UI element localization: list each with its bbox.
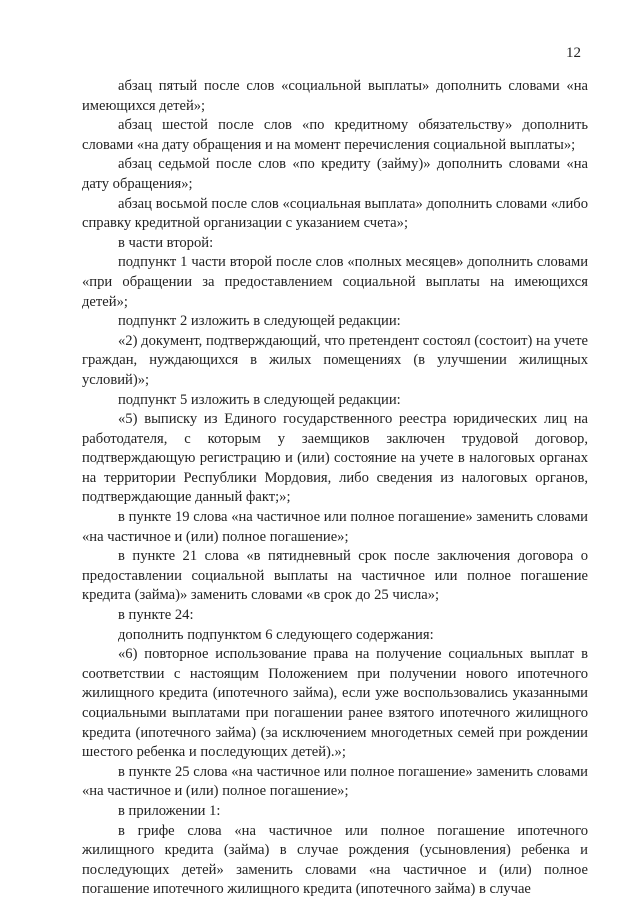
paragraph: в пункте 25 слова «на частичное или полное погашение» заменить словами «на частичное и (или) полное погашение»; xyxy=(82,763,588,800)
paragraph: подпункт 2 изложить в следующей редакции: xyxy=(118,313,401,330)
page-number: 12 xyxy=(566,45,581,61)
paragraph: подпункт 5 изложить в следующей редакции: xyxy=(118,391,401,408)
paragraph: в приложении 1: xyxy=(118,802,221,819)
paragraph: «6) повторное использование права на получение социальных выплат в соответствии с настоящим Положением при получении нового ипотечного жилищного кредита (ипотечного займа), если уже воспользовались указанными социальными выплатами при погашении ранее взятого ипотечного жилищного кредита (ипотечного займа) (за исключением многодетных семей при рождении шестого ребенка и последующих детей).»; xyxy=(82,646,588,761)
paragraph: абзац пятый после слов «социальной выплаты» дополнить словами «на имеющихся детей»; xyxy=(82,78,588,114)
paragraph: подпункт 1 части второй после слов «полных месяцев» дополнить словами «при обращении за предоставлением социальной выплаты на имеющихся детей»; xyxy=(82,254,588,310)
paragraph: абзац седьмой после слов «по кредиту (займу)» дополнить словами «на дату обращения»; xyxy=(82,156,588,192)
paragraph: дополнить подпунктом 6 следующего содержания: xyxy=(118,626,434,643)
paragraph: «2) документ, подтверждающий, что претендент состоял (состоит) на учете граждан, нуждающихся в жилых помещениях (в улучшении жилищных условий)»; xyxy=(82,332,588,388)
paragraph: абзац восьмой после слов «социальная выплата» дополнить словами «либо справку кредитной организации с указанием счета»; xyxy=(82,195,588,232)
paragraph: в пункте 21 слова «в пятидневный срок после заключения договора о предоставлении социальной выплаты на частичное или полное погашение кредита (займа)» заменить словами «в срок до 25 числа»; xyxy=(82,548,588,604)
paragraph: в грифе слова «на частичное или полное погашение ипотечного жилищного кредита (займа) в случае рождения (усыновления) ребенка и последующих детей» заменить словами «на частичное и (или) полное погашение ипотечного жилищного кредита (ипотечного займа) в случае xyxy=(82,822,588,898)
document-body xyxy=(82,77,588,900)
paragraph: абзац шестой после слов «по кредитному обязательству» дополнить словами «на дату обращения и на момент перечисления социальной выплаты»; xyxy=(82,117,588,153)
paragraph: в пункте 19 слова «на частичное или полное погашение» заменить словами «на частичное и (или) полное погашение»; xyxy=(82,509,588,545)
paragraph: в части второй: xyxy=(118,234,214,251)
paragraph: «5) выписку из Единого государственного реестра юридических лиц на работодателя, с которым у заемщиков заключен трудовой договор, подтверждающую регистрацию и (или) состояние на учете в налоговых органах на территории Республики Мордовия, либо сведения из налоговых органов, подтверждающие данный факт;»; xyxy=(82,411,588,506)
paragraph: в пункте 24: xyxy=(118,607,194,624)
